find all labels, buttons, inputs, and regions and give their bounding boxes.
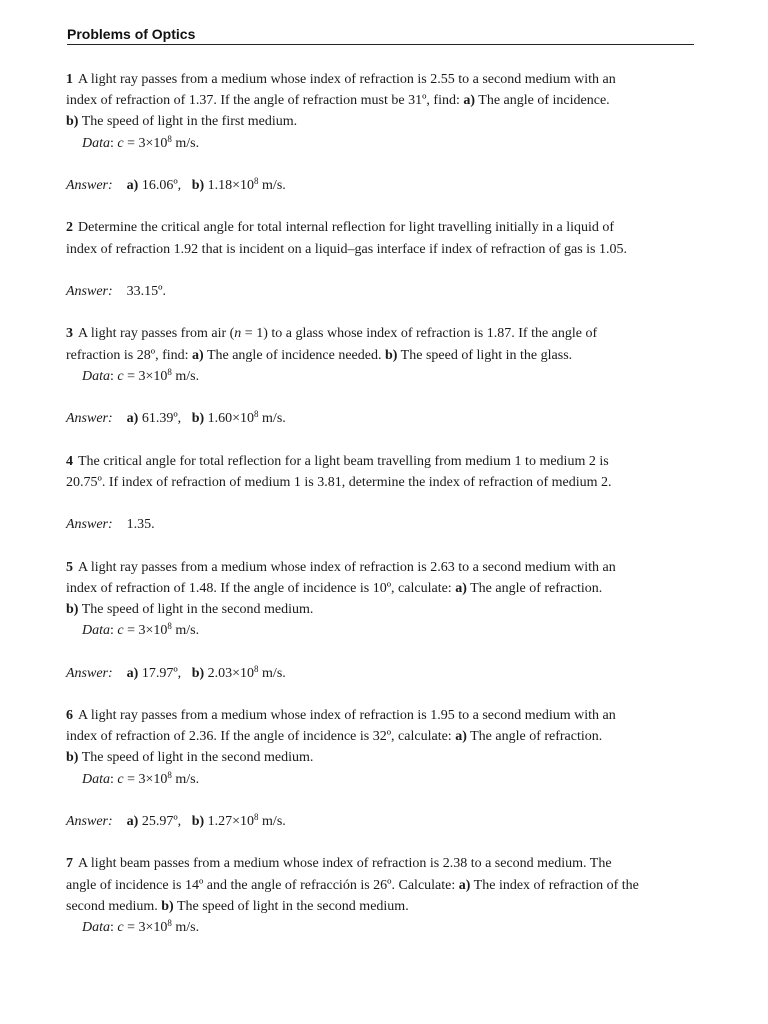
part-a-label: a) bbox=[192, 347, 204, 363]
problem-text: index of refraction of 2.36. If the angle of incidence is 32º, calculate: bbox=[66, 729, 456, 745]
problem-number: 3 bbox=[66, 326, 73, 342]
problem-text: A light beam passes from a medium whose index of refraction is 2.38 to a second medium. The bbox=[78, 856, 612, 872]
answer-label: Answer: bbox=[66, 411, 113, 427]
answer-label: Answer: bbox=[66, 178, 113, 193]
c-value: = 3×10 bbox=[123, 368, 168, 384]
problem-text: index of refraction of 1.37. If the angle of refraction must be 31º, find: bbox=[66, 93, 464, 109]
answer-b-exponent: 8 bbox=[254, 176, 259, 186]
part-a-text: The index of refraction of the bbox=[470, 877, 639, 893]
answer-a-value: 61.39º, bbox=[138, 411, 182, 427]
problem-number: 4 bbox=[66, 453, 73, 469]
problem-text: 20.75º. If index of refraction of medium 1 is 3.81, determine the index of refraction of medium 2. bbox=[66, 474, 612, 490]
answer-5 bbox=[66, 663, 706, 684]
answer-4 bbox=[66, 514, 706, 535]
part-a-label: a) bbox=[458, 877, 471, 893]
problem-line bbox=[66, 345, 706, 366]
problem-text: second medium. bbox=[66, 898, 162, 914]
problem-text: Determine the critical angle for total internal reflection for light travelling initially in a liquid of bbox=[78, 220, 615, 236]
c-unit: m/s. bbox=[171, 623, 200, 639]
problem-line bbox=[66, 875, 706, 896]
problem-line bbox=[66, 217, 706, 238]
part-b-label: b) bbox=[161, 898, 174, 914]
answer-b-label: b) bbox=[191, 178, 205, 193]
part-a-text: The angle of refraction. bbox=[466, 729, 603, 745]
c-unit: m/s. bbox=[171, 771, 200, 787]
c-value: = 3×10 bbox=[123, 623, 168, 639]
problem-text: index of refraction 1.92 that is incident on a liquid–gas interface if index of refraction of gas is 1.05. bbox=[66, 241, 627, 257]
data-line: Data: $c = 3\times 10^8$ m/s. bbox=[82, 133, 200, 151]
answer-b-unit: m/s. bbox=[258, 411, 286, 427]
c-exponent: 8 bbox=[167, 769, 172, 780]
n-symbol: n bbox=[234, 326, 242, 342]
problem-text: angle of incidence is 14º and the angle of refracción is 26º. Calculate: bbox=[66, 877, 459, 893]
part-b-label: b) bbox=[384, 347, 398, 363]
problem-6 bbox=[66, 705, 706, 790]
answer-a-label: a) bbox=[126, 178, 139, 193]
problem-line bbox=[66, 472, 706, 493]
answer-label: Answer: bbox=[66, 517, 113, 533]
answer-label: Answer: bbox=[66, 813, 113, 829]
problem-7 bbox=[66, 853, 706, 938]
c-exponent: 8 bbox=[167, 133, 172, 144]
data-label: Data bbox=[82, 623, 110, 639]
c-value: = 3×10 bbox=[123, 135, 168, 151]
problem-text: index of refraction of 1.48. If the angle of incidence is 10º, calculate: bbox=[66, 580, 456, 596]
part-a-label: a) bbox=[455, 729, 467, 745]
answer-value: 1.35. bbox=[126, 517, 155, 533]
part-b-label: b) bbox=[66, 114, 79, 130]
answer-b-value: 1.18×10 bbox=[204, 178, 255, 193]
answer-b-value: 1.60×10 bbox=[204, 411, 255, 427]
problem-number: 2 bbox=[66, 220, 73, 236]
c-value: = 3×10 bbox=[123, 919, 168, 935]
part-a-text: The angle of incidence. bbox=[475, 93, 610, 109]
problem-text: A light ray passes from a medium whose index of refraction is 2.55 to a second medium with an bbox=[78, 72, 616, 87]
answer-label: Answer: bbox=[66, 665, 113, 681]
answer-value: 33.15º. bbox=[126, 283, 167, 299]
answer-a-value: 25.97º, bbox=[138, 813, 182, 829]
problem-line bbox=[66, 599, 706, 620]
c-unit: m/s. bbox=[171, 368, 200, 384]
problem-line bbox=[66, 69, 706, 90]
answer-2 bbox=[66, 281, 706, 302]
answer-b-unit: m/s. bbox=[258, 665, 286, 681]
problem-text: A light ray passes from a medium whose index of refraction is 2.63 to a second medium with an bbox=[78, 559, 616, 575]
problem-line bbox=[66, 239, 706, 260]
answer-label: Answer: bbox=[66, 283, 113, 299]
c-value: = 3×10 bbox=[123, 771, 168, 787]
part-b-text: The speed of light in the second medium. bbox=[78, 750, 314, 766]
answer-b-exponent: 8 bbox=[254, 663, 259, 674]
data-line: Data: $c = 3\times 10^8$ m/s. bbox=[82, 769, 200, 787]
part-b-text: The speed of light in the second medium. bbox=[78, 601, 314, 617]
data-label: Data bbox=[82, 771, 110, 787]
problem-line bbox=[66, 853, 706, 874]
c-exponent: 8 bbox=[167, 917, 172, 928]
answer-a-value: 16.06º, bbox=[138, 178, 182, 193]
problem-4 bbox=[66, 451, 706, 493]
part-b-text: The speed of light in the first medium. bbox=[78, 114, 298, 130]
answer-a-label: a) bbox=[126, 665, 139, 681]
c-symbol: c bbox=[117, 368, 124, 384]
problem-number: 7 bbox=[66, 856, 73, 872]
page-title: Problems of Optics bbox=[67, 26, 694, 45]
part-a-label: a) bbox=[455, 580, 467, 596]
answer-1 bbox=[66, 175, 706, 196]
problem-list bbox=[66, 69, 706, 959]
problem-line bbox=[66, 578, 706, 599]
problem-line bbox=[66, 747, 706, 768]
part-b-text: The speed of light in the second medium. bbox=[173, 898, 409, 914]
c-symbol: c bbox=[117, 623, 124, 639]
data-label: Data bbox=[82, 919, 110, 935]
answer-b-label: b) bbox=[191, 813, 205, 829]
problem-line bbox=[66, 726, 706, 747]
problem-line bbox=[66, 557, 706, 578]
data-line: Data: $c = 3\times 10^8$ m/s. bbox=[82, 621, 200, 639]
answer-b-label: b) bbox=[191, 411, 205, 427]
problem-line bbox=[66, 323, 706, 344]
data-line: Data: $c = 3\times 10^8$ m/s. bbox=[82, 366, 200, 384]
c-unit: m/s. bbox=[171, 919, 200, 935]
answer-b-label: b) bbox=[191, 665, 205, 681]
data-label: Data bbox=[82, 368, 110, 384]
part-b-text: The speed of light in the glass. bbox=[397, 347, 573, 363]
part-a-text: The angle of refraction. bbox=[466, 580, 603, 596]
problem-number: 1 bbox=[66, 72, 73, 87]
problem-number: 5 bbox=[66, 559, 73, 575]
problem-1 bbox=[66, 69, 706, 154]
problem-text: A light ray passes from air ( bbox=[78, 326, 235, 342]
part-b-label: b) bbox=[66, 750, 79, 766]
c-exponent: 8 bbox=[167, 366, 172, 377]
problem-line bbox=[66, 896, 706, 917]
problem-line bbox=[66, 90, 706, 111]
c-symbol: c bbox=[117, 919, 124, 935]
problem-text: The critical angle for total reflection for a light beam travelling from medium 1 to medium 2 is bbox=[78, 453, 609, 469]
problem-3 bbox=[66, 323, 706, 387]
answer-3 bbox=[66, 408, 706, 429]
problem-text: A light ray passes from a medium whose index of refraction is 1.95 to a second medium with an bbox=[78, 707, 616, 723]
problem-line bbox=[66, 451, 706, 472]
data-line: Data: $c = 3\times 10^8$ m/s. bbox=[82, 917, 200, 935]
part-a-text: The angle of incidence needed. bbox=[203, 347, 385, 363]
data-label: Data bbox=[82, 135, 110, 151]
answer-a-label: a) bbox=[126, 411, 139, 427]
answer-b-unit: m/s. bbox=[258, 178, 286, 193]
answer-b-value: 2.03×10 bbox=[204, 665, 255, 681]
answer-b-exponent: 8 bbox=[254, 811, 259, 822]
problem-text: = 1) to a glass whose index of refraction is 1.87. If the angle of bbox=[241, 326, 598, 342]
c-exponent: 8 bbox=[167, 621, 172, 632]
problem-line bbox=[66, 111, 706, 132]
part-a-label: a) bbox=[463, 93, 476, 109]
problem-number: 6 bbox=[66, 707, 73, 723]
problem-2 bbox=[66, 217, 706, 259]
answer-6 bbox=[66, 811, 706, 832]
answer-a-value: 17.97º, bbox=[138, 665, 182, 681]
c-symbol: c bbox=[117, 135, 124, 151]
problem-text: refraction is 28º, find: bbox=[66, 347, 193, 363]
answer-b-exponent: 8 bbox=[254, 409, 259, 420]
answer-a-label: a) bbox=[126, 813, 139, 829]
answer-b-value: 1.27×10 bbox=[204, 813, 255, 829]
part-b-label: b) bbox=[66, 601, 79, 617]
c-unit: m/s. bbox=[171, 135, 200, 151]
problem-line bbox=[66, 705, 706, 726]
c-symbol: c bbox=[117, 771, 124, 787]
problem-5 bbox=[66, 557, 706, 642]
answer-b-unit: m/s. bbox=[258, 813, 286, 829]
